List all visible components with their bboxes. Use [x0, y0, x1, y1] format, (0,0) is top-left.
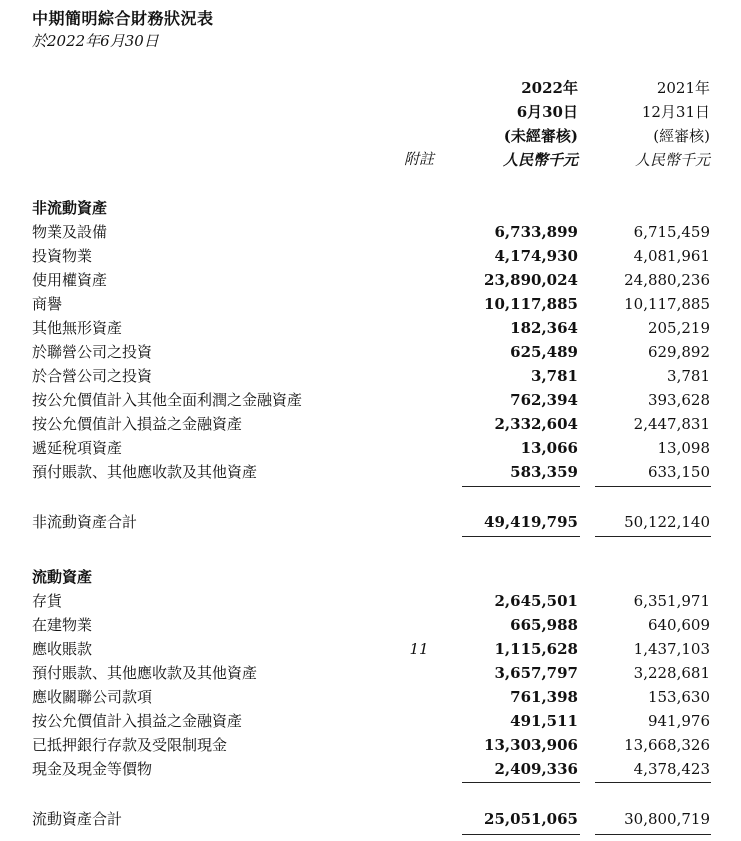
total-rule-current: [462, 536, 580, 537]
table-row: [32, 460, 732, 484]
section-heading: 非流動資產: [32, 199, 108, 217]
row-label: 於合營公司之投資: [32, 367, 153, 385]
row-current-value: 13,303,906: [484, 736, 578, 754]
total-prior-value: 50,122,140: [624, 513, 710, 531]
row-prior-value: 941,976: [647, 712, 710, 730]
prior-year: 2021年: [656, 79, 710, 97]
current-total-section: [32, 807, 732, 831]
row-note: 11: [409, 640, 429, 658]
row-current-value: 2,409,336: [494, 760, 578, 778]
total-rule-prior: [595, 834, 711, 835]
row-current-value: 182,364: [510, 319, 578, 337]
row-prior-value: 393,628: [647, 391, 710, 409]
row-prior-value: 10,117,885: [624, 295, 710, 313]
table-row: [32, 244, 732, 268]
row-prior-value: 3,228,681: [633, 664, 710, 682]
row-current-value: 23,890,024: [484, 271, 578, 289]
row-label: 存貨: [32, 592, 63, 610]
table-row: [32, 733, 732, 757]
prior-unit: 人民幣千元: [634, 151, 710, 169]
row-prior-value: 4,081,961: [633, 247, 710, 265]
row-prior-value: 2,447,831: [633, 415, 710, 433]
subtotal-rule-current: [462, 782, 580, 783]
table-row: [32, 316, 732, 340]
row-prior-value: 3,781: [667, 367, 710, 385]
table-row: [32, 661, 732, 685]
column-header-current: [440, 76, 578, 172]
row-current-value: 583,359: [510, 463, 578, 481]
row-prior-value: 1,437,103: [633, 640, 710, 658]
row-current-value: 13,066: [520, 439, 578, 457]
row-prior-value: 633,150: [647, 463, 710, 481]
non-current-total-section: [32, 510, 732, 534]
row-current-value: 1,115,628: [494, 640, 578, 658]
table-row: [32, 220, 732, 244]
row-label: 使用權資產: [32, 271, 108, 289]
current-assets-section: [32, 565, 732, 781]
row-prior-value: 6,351,971: [633, 592, 710, 610]
row-current-value: 2,332,604: [494, 415, 578, 433]
non-current-assets-section: [32, 196, 732, 484]
table-row: [32, 709, 732, 733]
row-label: 於聯營公司之投資: [32, 343, 153, 361]
table-row: [32, 340, 732, 364]
total-row: [32, 807, 732, 831]
row-current-value: 3,781: [531, 367, 578, 385]
current-year: 2022年: [521, 79, 578, 97]
row-label: 預付賬款、其他應收款及其他資產: [32, 664, 258, 682]
row-label: 預付賬款、其他應收款及其他資產: [32, 463, 258, 481]
row-current-value: 2,645,501: [494, 592, 578, 610]
statement-title: 中期簡明綜合財務狀況表: [32, 9, 214, 28]
total-current-value: 49,419,795: [484, 513, 578, 531]
row-label: 在建物業: [32, 616, 93, 634]
row-current-value: 625,489: [510, 343, 578, 361]
table-row: [32, 292, 732, 316]
row-label: 遞延稅項資產: [32, 439, 123, 457]
row-label: 投資物業: [32, 247, 93, 265]
row-current-value: 6,733,899: [494, 223, 578, 241]
table-row: [32, 268, 732, 292]
table-row: [32, 757, 732, 781]
row-current-value: 665,988: [510, 616, 578, 634]
note-column-header: 附註: [403, 150, 434, 168]
row-current-value: 491,511: [510, 712, 578, 730]
prior-date: 12月31日: [641, 103, 710, 121]
row-current-value: 3,657,797: [494, 664, 578, 682]
row-prior-value: 13,668,326: [624, 736, 710, 754]
row-label: 其他無形資產: [32, 319, 123, 337]
current-date: 6月30日: [516, 103, 578, 121]
row-label: 已抵押銀行存款及受限制現金: [32, 736, 228, 754]
total-label: 流動資產合計: [32, 810, 123, 828]
total-row: [32, 510, 732, 534]
total-prior-value: 30,800,719: [624, 810, 710, 828]
row-prior-value: 629,892: [647, 343, 710, 361]
row-label: 應收賬款: [32, 640, 93, 658]
current-unit: 人民幣千元: [502, 151, 578, 169]
total-current-value: 25,051,065: [484, 810, 578, 828]
prior-audit-status: (經審核): [653, 127, 710, 145]
row-label: 商譽: [32, 295, 63, 313]
row-label: 按公允價值計入損益之金融資產: [32, 415, 243, 433]
row-prior-value: 205,219: [647, 319, 710, 337]
subtotal-rule-prior: [595, 486, 711, 487]
row-label: 現金及現金等價物: [32, 760, 153, 778]
row-prior-value: 6,715,459: [633, 223, 710, 241]
table-row: [32, 436, 732, 460]
row-label: 按公允價值計入其他全面利潤之金融資產: [32, 391, 303, 409]
table-row: [32, 364, 732, 388]
table-row: [32, 637, 732, 661]
row-label: 按公允價值計入損益之金融資產: [32, 712, 243, 730]
table-row: [32, 412, 732, 436]
table-row: [32, 388, 732, 412]
section-heading: 流動資產: [32, 568, 93, 586]
row-prior-value: 13,098: [657, 439, 710, 457]
column-header-prior: [580, 76, 710, 172]
row-prior-value: 153,630: [647, 688, 710, 706]
subtotal-rule-prior: [595, 782, 711, 783]
row-current-value: 762,394: [510, 391, 578, 409]
row-prior-value: 4,378,423: [633, 760, 710, 778]
row-prior-value: 24,880,236: [624, 271, 710, 289]
table-row: [32, 685, 732, 709]
current-audit-status: (未經審核): [503, 127, 578, 145]
row-current-value: 4,174,930: [494, 247, 578, 265]
table-row: [32, 589, 732, 613]
row-label: 物業及設備: [32, 223, 108, 241]
subtotal-rule-current: [462, 486, 580, 487]
total-rule-current: [462, 834, 580, 835]
statement-date: 於2022年6月30日: [32, 32, 159, 50]
total-label: 非流動資產合計: [32, 513, 138, 531]
table-row: [32, 613, 732, 637]
row-prior-value: 640,609: [647, 616, 710, 634]
row-current-value: 761,398: [510, 688, 578, 706]
total-rule-prior: [595, 536, 711, 537]
row-label: 應收關聯公司款項: [32, 688, 153, 706]
row-current-value: 10,117,885: [484, 295, 578, 313]
